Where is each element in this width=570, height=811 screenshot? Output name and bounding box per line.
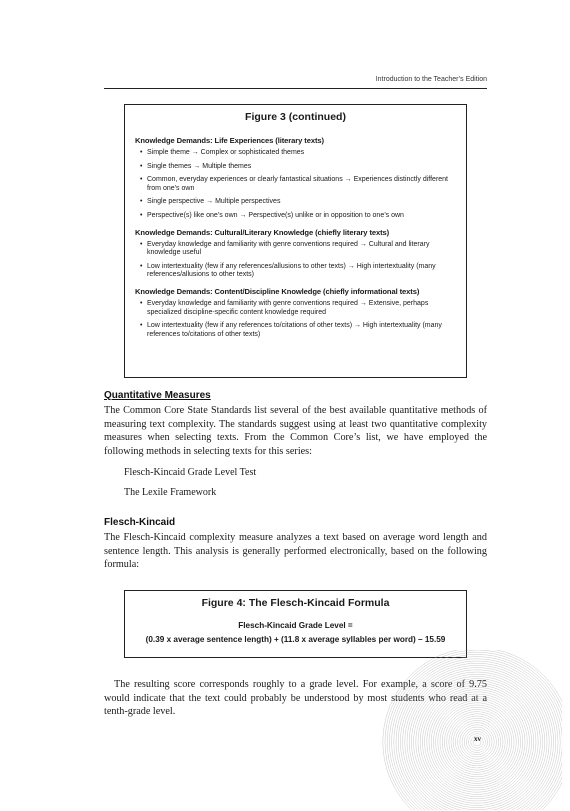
- method-flesch-kincaid: Flesch-Kincaid Grade Level Test: [124, 467, 257, 478]
- list-item: • Simple theme → Complex or sophisticated themes: [147, 149, 456, 158]
- list-item: • Low intertextuality (few if any references to/citations of other texts) → High intertextuality (many references to/citations of other texts): [147, 322, 456, 339]
- list-item: • Single perspective → Multiple perspectives: [147, 198, 456, 207]
- list-item: • Perspective(s) like one’s own → Perspective(s) unlike or in opposition to one’s own: [147, 212, 456, 221]
- flesch-kincaid-heading: Flesch-Kincaid: [104, 517, 176, 528]
- list-item: • Low intertextuality (few if any references/allusions to other texts) → High intertextuality (many references/allusions to other texts): [147, 263, 456, 280]
- section-heading-cultural-literary: Knowledge Demands: Cultural/Literary Knowledge (chiefly literary texts): [135, 227, 390, 237]
- decorative-swirl-graphic: [382, 650, 562, 810]
- bullet-list-cultural-literary: [135, 241, 456, 280]
- flesch-kincaid-paragraph: The Flesch-Kincaid complexity measure analyzes a text based on average word length and sentence length. This analysis is generally performed electronically, based on the following formula:: [104, 532, 487, 571]
- section-heading-life-experiences: Knowledge Demands: Life Experiences (literary texts): [135, 136, 324, 145]
- running-header: Introduction to the Teacher’s Edition: [375, 76, 487, 83]
- formula-equation: (0.39 x average sentence length) + (11.8 x average syllables per word) – 15.59: [145, 635, 446, 644]
- list-item: • Common, everyday experiences or clearly fantastical situations → Experiences distinctly different from one’s own: [147, 176, 456, 193]
- quantitative-measures-heading: Quantitative Measures: [104, 390, 211, 401]
- list-item: • Everyday knowledge and familiarity with genre conventions required → Extensive, perhaps specialized discipline-specific content knowledge required: [147, 300, 456, 317]
- closing-paragraph: The resulting score corresponds roughly to a grade level. For example, a score of 9.75 would indicate that the text could probably be understood by most students who read at a tenth-grade level.: [104, 679, 487, 718]
- list-item: • Everyday knowledge and familiarity with genre conventions required → Cultural and literary knowledge useful: [147, 241, 456, 258]
- page-number: xv: [474, 735, 481, 743]
- section-heading-content-discipline: Knowledge Demands: Content/Discipline Knowledge (chiefly informational texts): [135, 286, 420, 296]
- quantitative-measures-paragraph: The Common Core State Standards list several of the best available quantitative methods of measuring text complexity. The standards suggest using at least two quantitative complexity measures when selecting texts. From the Common Core’s list, we have employed the following methods in selecting texts for this series:: [104, 405, 487, 457]
- formula-name: Flesch-Kincaid Grade Level =: [238, 621, 353, 630]
- figure-4-title: Figure 4: The Flesch-Kincaid Formula: [201, 597, 390, 609]
- figure-4-box: [124, 590, 467, 658]
- bullet-list-content-discipline: [135, 300, 456, 339]
- bullet-list-life-experiences: [135, 149, 456, 221]
- list-item: • Single themes → Multiple themes: [147, 163, 456, 172]
- header-rule: [104, 88, 487, 89]
- method-lexile: The Lexile Framework: [124, 487, 217, 498]
- figure-3-box: [124, 104, 467, 378]
- figure-3-title: Figure 3 (continued): [245, 111, 346, 123]
